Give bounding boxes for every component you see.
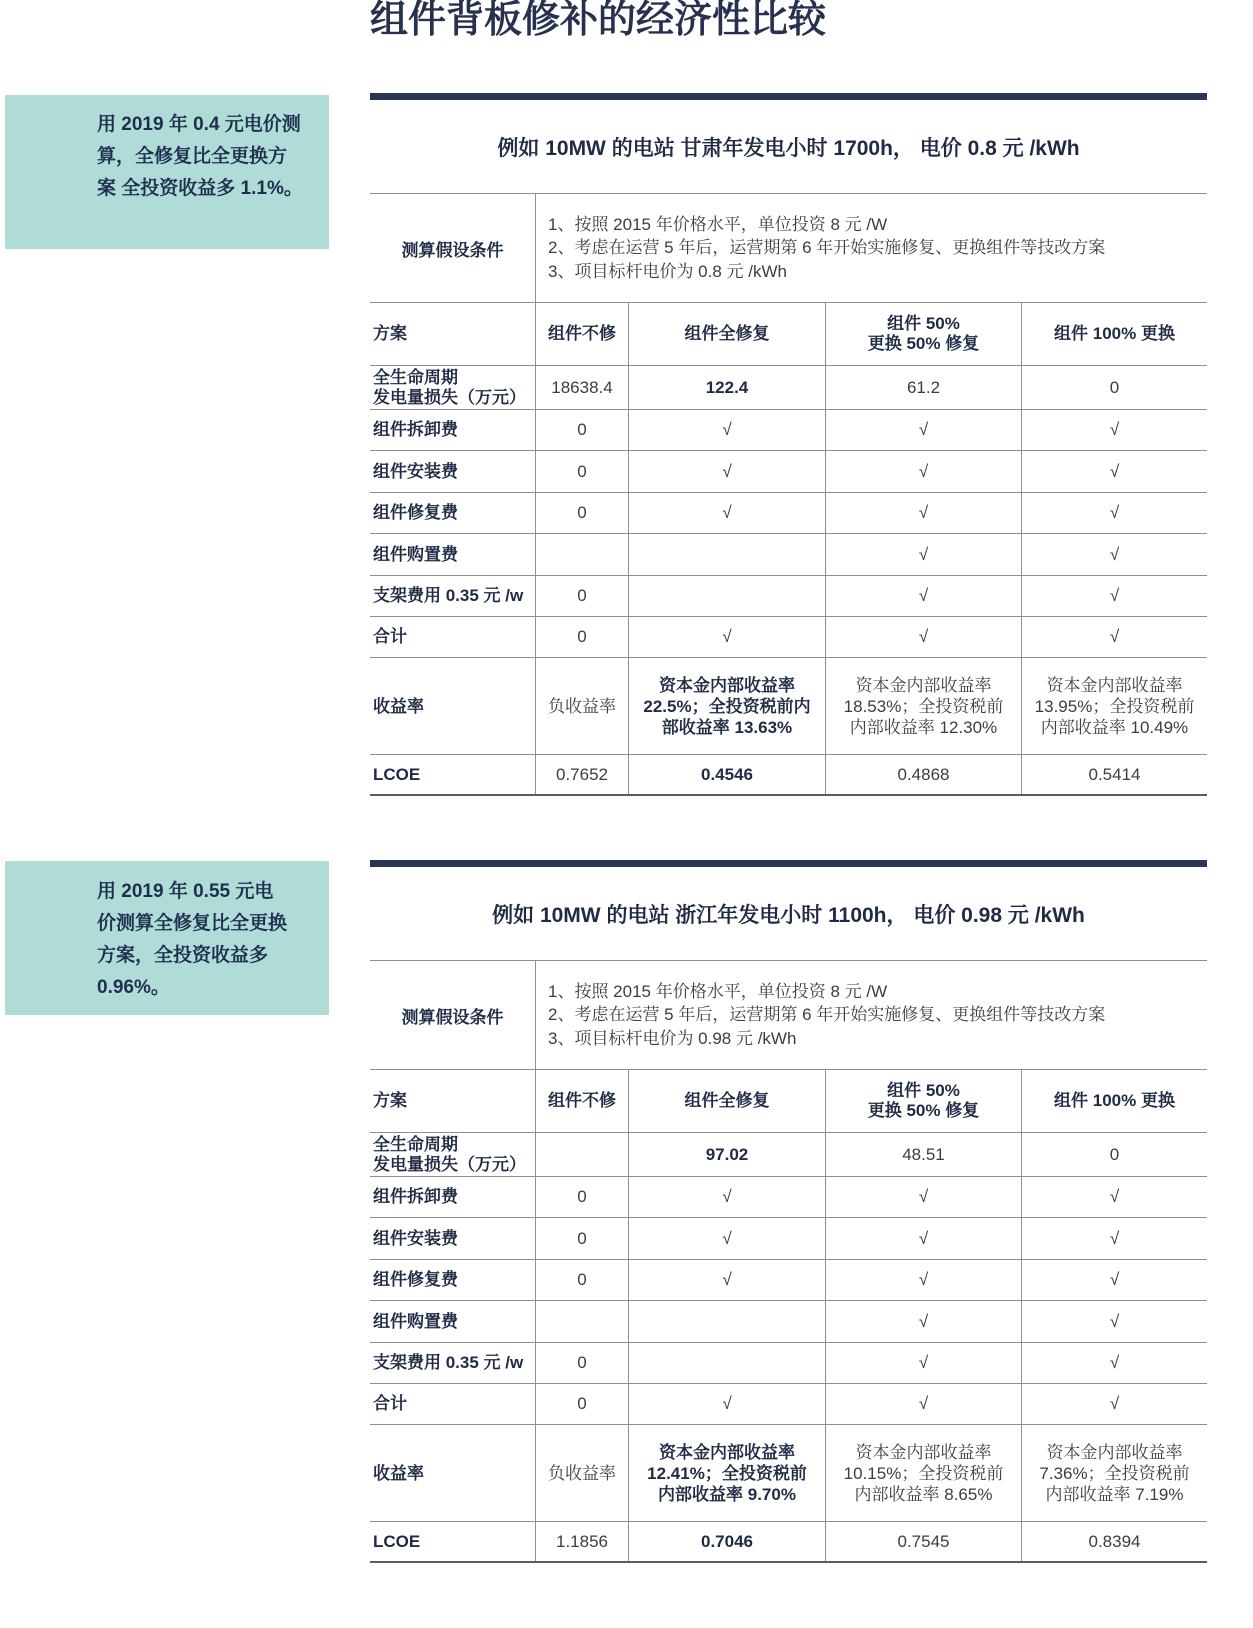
table-cell [825, 534, 1021, 575]
table-cell [1021, 755, 1207, 794]
column-header [1021, 1070, 1207, 1132]
table-row [370, 534, 1207, 576]
cell-line: √ [918, 420, 929, 439]
row-label-line: 发电量损失（万元） [373, 1154, 526, 1174]
cell-line: √ [918, 586, 929, 605]
row-label [370, 1133, 535, 1176]
table-cell [628, 1218, 825, 1259]
table-row [370, 617, 1207, 658]
table-cell [628, 493, 825, 533]
cell-line: √ [1109, 420, 1120, 439]
cell-line: √ [918, 544, 929, 564]
column-header [628, 1070, 825, 1132]
cell-line: 22.5%；全投资税前内 [643, 696, 811, 716]
table-cell [628, 658, 825, 754]
table-row [370, 576, 1207, 617]
row-label [370, 1260, 535, 1300]
row-label [370, 1218, 535, 1259]
cell-line: √ [1109, 1187, 1120, 1206]
table-cell [1021, 658, 1207, 754]
row-label-line: LCOE [373, 1531, 421, 1551]
cell-line: 61.2 [906, 377, 941, 397]
row-label [370, 451, 535, 492]
table-cell [535, 658, 628, 754]
column-header [535, 303, 628, 365]
callout-line: 算，全修复比全更换方 [97, 146, 288, 167]
table-cell [535, 534, 628, 575]
column-header-line: 组件 50% [887, 314, 960, 333]
row-label-line: 收益率 [373, 1463, 424, 1483]
row-label-line: 合计 [373, 627, 407, 646]
table-cell [535, 451, 628, 492]
cell-line: 0 [577, 1270, 587, 1289]
table-row [370, 1260, 1207, 1301]
cell-line: 0 [577, 1228, 587, 1248]
table-cell [628, 366, 825, 409]
cell-line: √ [722, 1228, 732, 1248]
table-row [370, 493, 1207, 534]
column-header [1021, 303, 1207, 365]
row-label [370, 534, 535, 575]
cell-line: 7.36%；全投资税前 [1039, 1463, 1190, 1483]
table-row [370, 1343, 1207, 1384]
table-cell [628, 576, 825, 616]
table-row [370, 1384, 1207, 1425]
cell-line: √ [1109, 627, 1120, 646]
table-cell [1021, 1343, 1207, 1383]
table-row [370, 366, 1207, 410]
table-cell [1021, 1384, 1207, 1424]
table-cell [628, 1343, 825, 1383]
row-label-line: LCOE [373, 764, 421, 784]
table-cell [535, 1218, 628, 1259]
cell-line: 48.51 [902, 1144, 945, 1164]
column-header [535, 1070, 628, 1132]
row-label-line: 全生命周期 [373, 367, 458, 387]
table-cell [535, 1343, 628, 1383]
assumptions-list [535, 194, 1207, 302]
row-label [370, 410, 535, 450]
row-label-line: 发电量损失（万元） [373, 387, 526, 407]
cell-line: 内部收益率 8.65% [854, 1484, 993, 1504]
table-cell [1021, 493, 1207, 533]
cell-line: √ [1109, 544, 1120, 564]
row-label-line: 组件安装费 [373, 461, 458, 481]
table-cell [628, 1177, 825, 1217]
table-cell [825, 1384, 1021, 1424]
row-label-line: 组件购置费 [373, 544, 458, 564]
cell-line: √ [918, 1187, 929, 1206]
table-cell [535, 755, 628, 794]
table-row [370, 755, 1207, 796]
table-cell [628, 617, 825, 657]
row-label [370, 755, 535, 794]
assumptions-list [535, 961, 1207, 1069]
row-label-line: 支架费用 0.35 元 /w [373, 1353, 524, 1372]
cell-line: 0.7545 [897, 1531, 950, 1551]
table-cell [535, 1260, 628, 1300]
assumptions-label: 测算假设条件 [401, 240, 504, 260]
assumptions-label: 测算假设条件 [401, 1007, 504, 1027]
table-cell [535, 1177, 628, 1217]
cell-line: √ [1109, 1394, 1120, 1413]
table-cell [1021, 1301, 1207, 1342]
cell-line: √ [722, 503, 732, 522]
cell-line: √ [918, 1228, 929, 1248]
row-label [370, 1425, 535, 1521]
cell-line: 0 [577, 503, 587, 522]
table-cell [825, 658, 1021, 754]
cell-line: √ [722, 627, 732, 646]
table-top-rule [370, 93, 1207, 100]
callout-line: 方案，全投资收益多 [97, 945, 269, 966]
page-title: 组件背板修补的经济性比较 [370, 0, 827, 41]
cell-line: √ [1109, 1311, 1120, 1331]
table-cell [1021, 1218, 1207, 1259]
column-header [825, 303, 1021, 365]
table-cell [628, 1301, 825, 1342]
cell-line: 18638.4 [551, 377, 613, 397]
table-cell [825, 1425, 1021, 1521]
table-cell [825, 410, 1021, 450]
table-row [370, 1522, 1207, 1563]
row-label [370, 1384, 535, 1424]
comparison-table-gansu [370, 93, 1207, 796]
cell-line: 10.15%；全投资税前 [843, 1463, 1004, 1483]
table-cell [535, 1301, 628, 1342]
cell-line: √ [918, 1394, 929, 1413]
cell-line: 内部收益率 10.49% [1040, 717, 1189, 737]
table-cell [1021, 617, 1207, 657]
row-label [370, 1177, 535, 1217]
row-label-line: 组件安装费 [373, 1228, 458, 1248]
cell-line: √ [1109, 1228, 1120, 1248]
cell-line: 资本金内部收益率 [1046, 675, 1183, 695]
callout-line: 价测算全修复比全更换 [97, 913, 288, 934]
table-row [370, 1177, 1207, 1218]
assumption-item: 1、按照 2015 年价格水平，单位投资 8 元 /W [548, 214, 888, 234]
table-cell [825, 366, 1021, 409]
cell-line: 0 [577, 420, 587, 439]
table-row [370, 1301, 1207, 1343]
table-cell [628, 410, 825, 450]
table-cell [628, 1260, 825, 1300]
cell-line: √ [1109, 503, 1120, 522]
table-cell [535, 1133, 628, 1176]
cell-line: √ [918, 627, 929, 646]
cell-line: √ [918, 461, 929, 481]
assumptions-row [370, 194, 1207, 303]
table-cell [1021, 410, 1207, 450]
row-label [370, 366, 535, 409]
table-cell [535, 366, 628, 409]
table-cell [535, 1425, 628, 1521]
table-row [370, 1133, 1207, 1177]
table-cell [825, 1522, 1021, 1561]
table-cell [1021, 534, 1207, 575]
table-cell [628, 755, 825, 794]
table-cell [1021, 1522, 1207, 1561]
cell-line: 13.95%；全投资税前 [1034, 696, 1195, 716]
cell-line: 0 [577, 1394, 587, 1413]
table-caption: 例如 10MW 的电站 甘肃年发电小时 1700h， 电价 0.8 元 /kWh [497, 136, 1080, 160]
assumption-item: 2、考虑在运营 5 年后，运营期第 6 年开始实施修复、更换组件等技改方案 [548, 1005, 1106, 1025]
cell-line: 97.02 [705, 1144, 749, 1164]
cell-line: √ [722, 420, 732, 439]
row-label-line: 组件购置费 [373, 1311, 458, 1331]
column-header-line: 组件全修复 [684, 1091, 770, 1110]
table-cell [535, 617, 628, 657]
cell-line: 资本金内部收益率 [1046, 1442, 1183, 1462]
column-header-line: 组件 100% 更换 [1054, 324, 1175, 343]
table-cell [628, 1384, 825, 1424]
table-cell [628, 1425, 825, 1521]
table-caption-row [370, 100, 1207, 194]
table-cell [1021, 1425, 1207, 1521]
table-cell [825, 1260, 1021, 1300]
table-cell [825, 576, 1021, 616]
column-header [825, 1070, 1021, 1132]
cell-line: 0.8394 [1088, 1531, 1141, 1551]
table-cell [825, 755, 1021, 794]
table-cell [535, 493, 628, 533]
table-row [370, 1218, 1207, 1260]
row-label-line: 组件修复费 [373, 503, 458, 522]
row-label [370, 1301, 535, 1342]
column-header-line: 组件 100% 更换 [1054, 1091, 1175, 1110]
cell-line: √ [918, 503, 929, 522]
column-header-line: 方案 [373, 324, 407, 343]
callout-line: 0.96%。 [97, 977, 170, 998]
callout-line: 案 全投资收益多 1.1%。 [97, 178, 303, 199]
row-label [370, 658, 535, 754]
cell-line: 0.7652 [556, 764, 608, 784]
row-label [370, 1343, 535, 1383]
table-cell [535, 410, 628, 450]
table-caption: 例如 10MW 的电站 浙江年发电小时 1100h， 电价 0.98 元 /kWh [492, 903, 1085, 927]
table-cell [825, 1301, 1021, 1342]
cell-line: 资本金内部收益率 [855, 675, 992, 695]
table-cell [825, 617, 1021, 657]
cell-line: 资本金内部收益率 [855, 1442, 992, 1462]
row-label-line: 全生命周期 [373, 1134, 458, 1154]
column-header-line: 方案 [373, 1091, 407, 1110]
cell-line: 部收益率 13.63% [661, 717, 793, 737]
assumption-item: 3、项目标杆电价为 0.98 元 /kWh [548, 1028, 797, 1048]
row-label-line: 组件修复费 [373, 1270, 458, 1289]
table-cell [825, 451, 1021, 492]
row-label-line: 组件拆卸费 [373, 420, 458, 439]
table-cell [825, 1177, 1021, 1217]
cell-line: √ [722, 1394, 732, 1413]
table-row [370, 410, 1207, 451]
column-header [628, 303, 825, 365]
column-header-line: 组件 50% [887, 1081, 960, 1100]
cell-line: 0 [577, 627, 587, 646]
cell-line: 1.1856 [556, 1531, 608, 1551]
table-cell [535, 1384, 628, 1424]
assumptions-row [370, 961, 1207, 1070]
callout-note-2019-0-4 [5, 95, 329, 249]
cell-line: 18.53%；全投资税前 [843, 696, 1004, 716]
column-header-line: 组件不修 [548, 324, 616, 343]
cell-line: 0 [1109, 377, 1120, 397]
cell-line: 0 [577, 586, 587, 605]
cell-line: √ [1109, 1270, 1120, 1289]
cell-line: √ [722, 461, 732, 481]
cell-line: 0 [577, 461, 587, 481]
cell-line: √ [918, 1311, 929, 1331]
cell-line: 资本金内部收益率 [659, 1442, 795, 1462]
row-label-line: 支架费用 0.35 元 /w [373, 586, 524, 605]
table-cell [1021, 1133, 1207, 1176]
table-row [370, 1425, 1207, 1522]
row-label [370, 493, 535, 533]
cell-line: 0 [1109, 1144, 1120, 1164]
table-header-row [370, 1070, 1207, 1133]
table-cell [628, 451, 825, 492]
cell-line: 负收益率 [548, 1463, 616, 1483]
table-cell [825, 1343, 1021, 1383]
cell-line: 0 [577, 1187, 587, 1206]
table-cell [628, 1133, 825, 1176]
table-header-row [370, 303, 1207, 366]
cell-line: 负收益率 [548, 696, 616, 716]
row-label [370, 1522, 535, 1561]
comparison-table-zhejiang [370, 860, 1207, 1563]
assumption-item: 1、按照 2015 年价格水平，单位投资 8 元 /W [548, 981, 888, 1001]
cell-line: √ [722, 1270, 732, 1289]
table-cell [825, 1133, 1021, 1176]
cell-line: √ [918, 1353, 929, 1372]
table-cell [1021, 366, 1207, 409]
column-header [370, 303, 535, 365]
table-caption-row [370, 867, 1207, 961]
table-cell [628, 534, 825, 575]
table-cell [1021, 1177, 1207, 1217]
cell-line: √ [1109, 461, 1120, 481]
cell-line: 0.5414 [1088, 764, 1141, 784]
assumption-item: 2、考虑在运营 5 年后，运营期第 6 年开始实施修复、更换组件等技改方案 [548, 238, 1106, 258]
callout-note-2019-0-55 [5, 861, 329, 1015]
callout-line: 用 2019 年 0.55 元电 [97, 881, 274, 902]
cell-line: 122.4 [705, 377, 749, 397]
cell-line: √ [722, 1187, 732, 1206]
cell-line: √ [1109, 586, 1120, 605]
cell-line: 资本金内部收益率 [659, 675, 795, 695]
table-cell [1021, 1260, 1207, 1300]
table-row [370, 451, 1207, 493]
table-cell [628, 1522, 825, 1561]
cell-line: 内部收益率 12.30% [849, 717, 998, 737]
cell-line: 0 [577, 1353, 587, 1372]
cell-line: 12.41%；全投资税前 [647, 1463, 807, 1483]
table-cell [535, 1522, 628, 1561]
cell-line: 0.4546 [701, 764, 753, 784]
row-label-line: 合计 [373, 1394, 407, 1413]
column-header-line: 组件全修复 [684, 324, 770, 343]
cell-line: 内部收益率 9.70% [658, 1484, 796, 1504]
assumption-item: 3、项目标杆电价为 0.8 元 /kWh [548, 261, 787, 281]
table-cell [825, 1218, 1021, 1259]
cell-line: 0.7046 [701, 1531, 753, 1551]
column-header-line: 组件不修 [548, 1091, 616, 1110]
cell-line: 0.4868 [897, 764, 950, 784]
cell-line: √ [1109, 1353, 1120, 1372]
row-label [370, 617, 535, 657]
row-label-line: 收益率 [373, 696, 424, 716]
table-top-rule [370, 860, 1207, 867]
column-header-line: 更换 50% 修复 [867, 1101, 980, 1120]
table-cell [1021, 576, 1207, 616]
table-cell [1021, 451, 1207, 492]
table-cell [825, 493, 1021, 533]
row-label-line: 组件拆卸费 [373, 1187, 458, 1206]
column-header [370, 1070, 535, 1132]
row-label [370, 576, 535, 616]
column-header-line: 更换 50% 修复 [867, 334, 980, 353]
callout-line: 用 2019 年 0.4 元电价测 [97, 114, 301, 135]
cell-line: √ [918, 1270, 929, 1289]
table-row [370, 658, 1207, 755]
cell-line: 内部收益率 7.19% [1045, 1484, 1184, 1504]
table-cell [535, 576, 628, 616]
